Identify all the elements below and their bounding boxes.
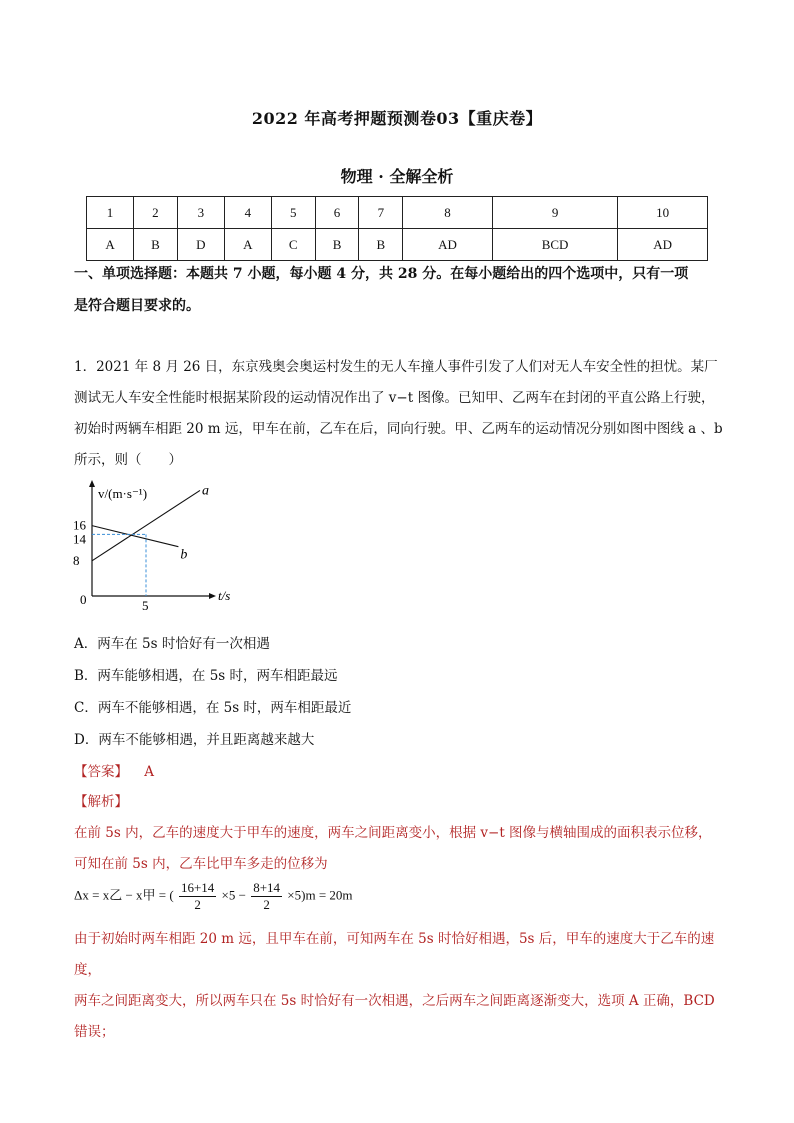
option-c: C．两车不能够相遇，在 5s 时，两车相距最近 [74, 700, 352, 716]
table-cell: 8 [403, 197, 493, 229]
y-axis-label: v/(m·s⁻¹) [98, 486, 148, 501]
y-tick-label: 16 [73, 517, 86, 533]
y-tick-label: 14 [73, 531, 86, 547]
table-cell: 4 [224, 197, 271, 229]
origin-label: 0 [80, 592, 87, 607]
answer-value: A [144, 764, 155, 780]
table-cell: AD [618, 229, 708, 261]
x-axis-label: t/s [218, 588, 231, 603]
y-tick-label: 8 [73, 552, 80, 568]
x-axis-arrow [209, 593, 216, 599]
page-subtitle: 物理 · 全解全析 [340, 167, 454, 186]
x-tick-label: 5 [142, 598, 149, 613]
table-cell: 5 [271, 197, 315, 229]
analysis-text-2 [74, 924, 724, 1048]
analysis-line: 两车之间距离变大，所以两车只在 5s 时恰好有一次相遇，之后两车之间距离逐渐变大，选项 A 正确，BCD [74, 993, 715, 1009]
fraction-1-denominator: 2 [194, 897, 201, 912]
table-cell: 7 [359, 197, 403, 229]
option-a: A．两车在 5s 时恰好有一次相遇 [74, 636, 270, 652]
chart-marks [73, 483, 209, 613]
section-heading-line: 是符合题目要求的。 [74, 298, 200, 314]
answer-line [74, 760, 154, 780]
page-title: 2022 年高考押题预测卷03【重庆卷】 [251, 109, 543, 128]
analysis-line: 错误； [74, 1024, 115, 1040]
analysis-line: 由于初始时两车相距 20 m 远，且甲车在前，可知两车在 5s 时恰好相遇，5s 后，甲车的速度大于乙车的速度， [74, 931, 715, 978]
answer-table-answer-row [87, 229, 708, 261]
table-cell: AD [403, 229, 493, 261]
table-cell: 6 [315, 197, 359, 229]
answer-table-number-row [87, 197, 708, 229]
question-stem [74, 352, 724, 476]
analysis-line: 可知在前 5s 内，乙车比甲车多走的位移为 [74, 856, 328, 872]
question-line: 所示，则（ ） [74, 452, 182, 468]
formula-mid: ×5 − [221, 887, 246, 903]
table-cell: D [177, 229, 224, 261]
question-line: 1．2021 年 8 月 26 日，东京残奥会奥运村发生的无人车撞人事件引发了人们对无人车安全性的担忧。某厂 [74, 359, 718, 375]
analysis-label: 【解析】 [74, 794, 128, 810]
analysis-line: 在前 5s 内，乙车的速度大于甲车的速度，两车之间距离变小，根据 v−t 图像与横轴围成的面积表示位移， [74, 825, 712, 841]
section-heading-line: 一、单项选择题：本题共 7 小题，每小题 4 分，共 28 分。在每小题给出的四个选项中，只有一项 [74, 266, 689, 282]
series-label-a: a [202, 483, 209, 499]
answer-table [86, 196, 708, 261]
fraction-2 [251, 880, 282, 913]
series-line-b [92, 526, 178, 547]
table-cell: 10 [618, 197, 708, 229]
answer-label: 【答案】 [74, 764, 128, 780]
table-cell: 2 [134, 197, 178, 229]
y-axis-arrow [89, 480, 95, 487]
table-cell: 1 [87, 197, 134, 229]
table-cell: A [224, 229, 271, 261]
table-cell: B [134, 229, 178, 261]
table-cell: C [271, 229, 315, 261]
table-cell: 3 [177, 197, 224, 229]
analysis-text-1 [74, 818, 724, 880]
fraction-1-numerator: 16+14 [180, 880, 215, 895]
formula-lhs: Δx = x乙 − x甲 = ( [74, 887, 174, 903]
question-line: 测试无人车安全性能时根据某阶段的运动情况作出了 v−t 图像。已知甲、乙两车在封闭的平直公路上行驶， [74, 390, 715, 406]
fraction-1 [179, 880, 216, 913]
vt-chart [70, 478, 250, 618]
table-cell: 9 [492, 197, 618, 229]
fraction-2-numerator: 8+14 [253, 880, 281, 895]
displacement-formula [74, 880, 353, 913]
question-line: 初始时两辆车相距 20 m 远，甲车在前，乙车在后，同向行驶。甲、乙两车的运动情况分别如图中图线 a 、b [74, 421, 723, 437]
section-heading [74, 258, 724, 322]
table-cell: BCD [492, 229, 618, 261]
option-d: D．两车不能够相遇，并且距离越来越大 [74, 732, 315, 748]
series-label-b: b [180, 547, 188, 563]
table-cell: A [87, 229, 134, 261]
table-cell: B [359, 229, 403, 261]
fraction-2-denominator: 2 [263, 897, 270, 912]
table-cell: B [315, 229, 359, 261]
option-b: B．两车能够相遇，在 5s 时，两车相距最远 [74, 668, 338, 684]
formula-rhs: ×5)m = 20m [287, 887, 353, 903]
